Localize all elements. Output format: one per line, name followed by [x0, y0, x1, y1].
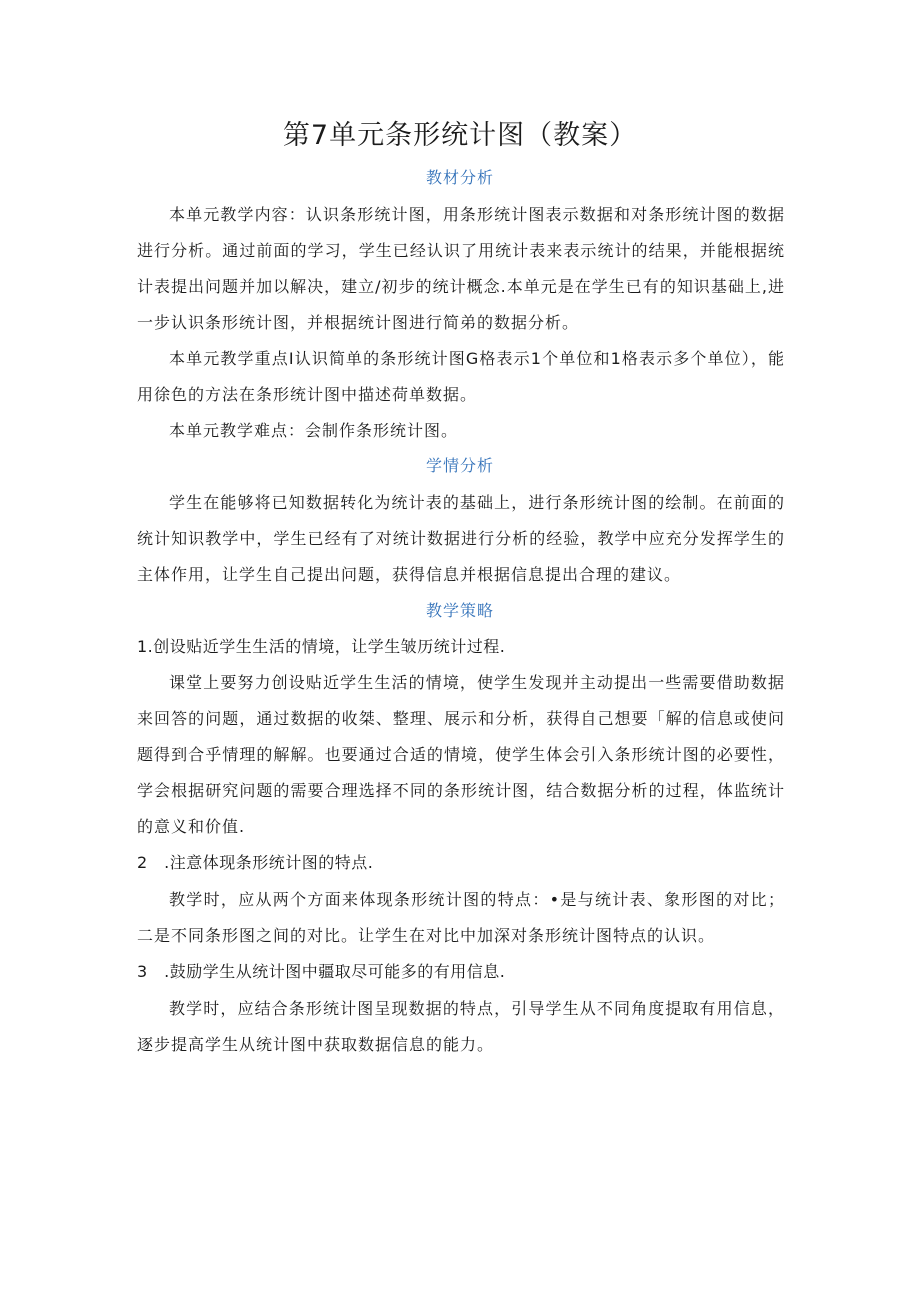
- strategy-item-2-label: 2 .注意体现条形统计图的特点.: [137, 853, 374, 872]
- strategy-item-3-label: 3 .鼓励学生从统计图中疆取尽可能多的有用信息.: [137, 962, 506, 981]
- paragraph-key-points: 本单元教学重点I认识简单的条形统计图G格表示1个单位和1格表示多个单位），能用徐色的方法在条形统计图中描述荷单数据。: [137, 349, 785, 404]
- paragraph-difficulty: 本单元教学难点：会制作条形统计图。: [169, 421, 459, 440]
- strategy-item-1-label: 1.创设贴近学生生活的情境，让学生皱历统计过程.: [137, 637, 506, 656]
- section-heading-textbook-analysis: 教材分析: [425, 168, 494, 187]
- section-heading-learner-analysis: 学情分析: [425, 456, 494, 475]
- document-title: 第7单元条形统计图（教案）: [282, 120, 638, 151]
- strategy-item-1-text: 课堂上要努力创设贴近学生生活的情境，使学生发现并主动提出一些需要借助数据来回答的问题，通过数据的收桀、整理、展示和分析，获得自己想要「解的信息或使问题得到合乎情理的解解。也要通过合适的情境，使学生体会引入条形统计图的必要性，学会根据研究问题的需要合理选择不同的条形统计图，结合数据分析的过程，体监统计的意义和价值.: [137, 673, 785, 836]
- paragraph-learner-analysis: 学生在能够将已知数据转化为统计表的基础上，进行条形统计图的绘制。在前面的统计知识教学中，学生已经有了对统计数据进行分析的经验，教学中应充分发挥学生的主体作用，让学生自己提出问题，获得信息并根据信息提出合理的建议。: [137, 493, 785, 584]
- strategy-item-3-text: 教学时，应结合条形统计图呈现数据的特点，引导学生从不同角度提取有用信息，逐步提高学生从统计图中获取数据信息的能力。: [137, 999, 785, 1054]
- section-heading-teaching-strategy: 教学策略: [425, 601, 494, 620]
- strategy-item-2-text: 教学时，应从两个方面来体现条形统计图的特点：•是与统计表、象形图的对比；二是不同条形图之间的对比。让学生在对比中加深对条形统计图特点的认识。: [137, 890, 785, 945]
- paragraph-content: 本单元教学内容：认识条形统计图，用条形统计图表示数据和对条形统计图的数据进行分析。通过前面的学习，学生已经认识了用统计表来表示统计的结果，并能根据统计表提出问题并加以解决，建立/初步的统计概念.本单元是在学生已有的知识基础上,进一步认识条形统计图，并根据统计图进行简弟的数据分析。: [137, 205, 785, 332]
